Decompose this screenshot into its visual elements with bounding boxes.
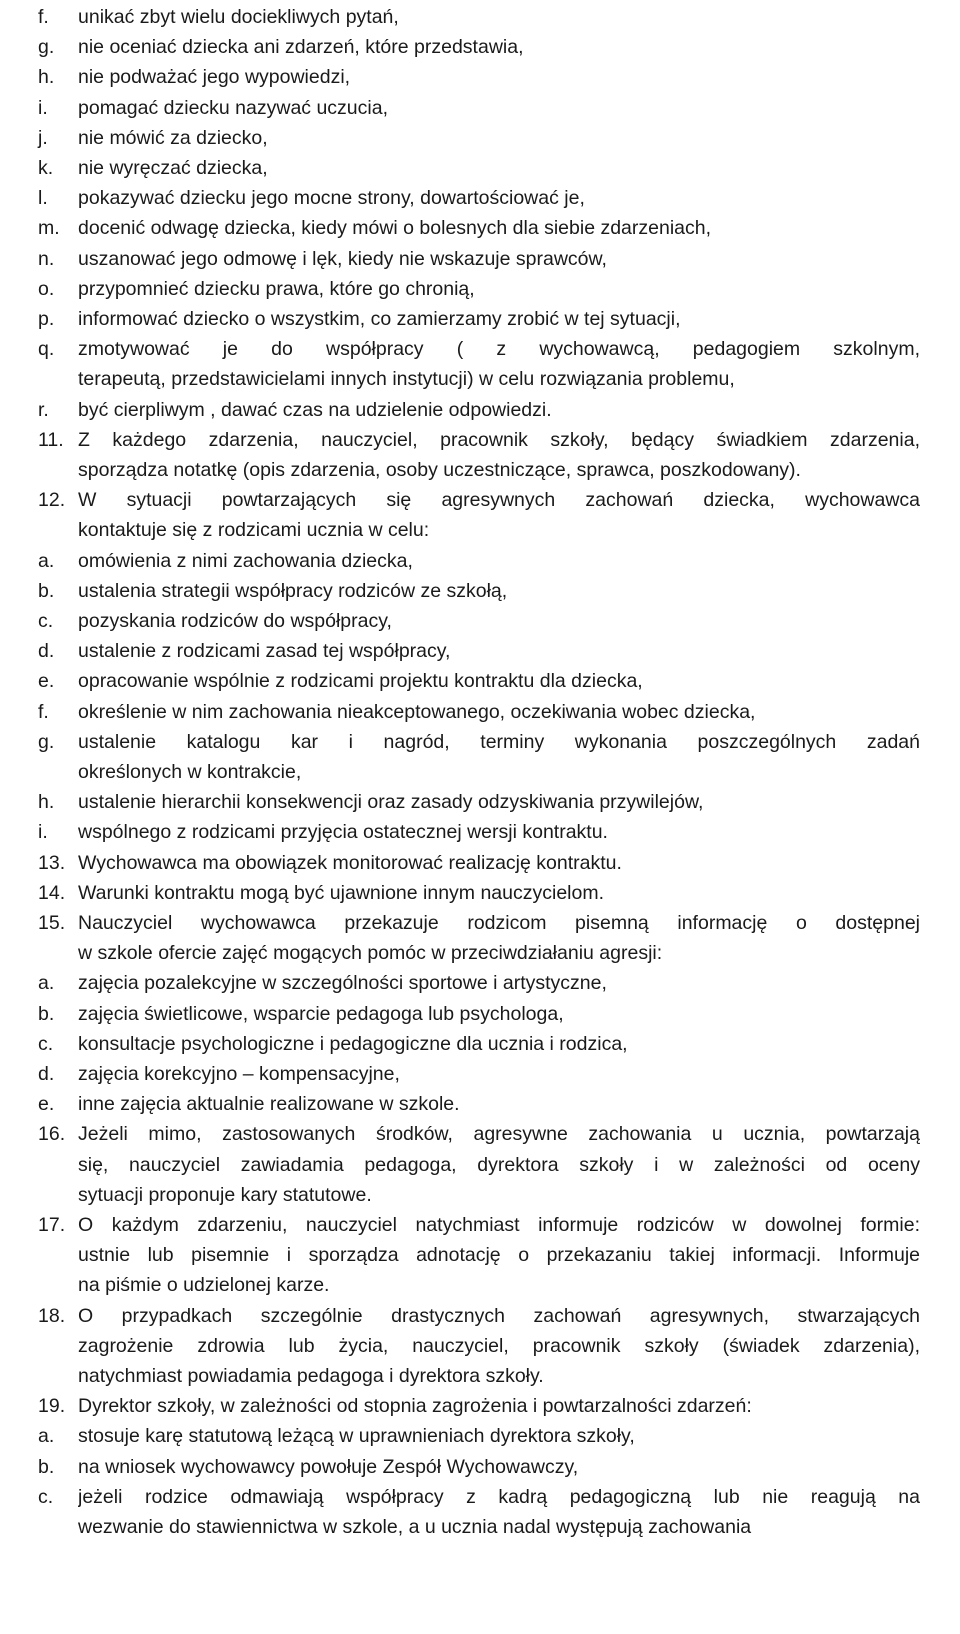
text-line: zajęcia korekcyjno – kompensacyjne, [78, 1063, 400, 1085]
subitem-letter: e. [38, 1093, 55, 1116]
text-line: kontaktuje się z rodzicami ucznia w celu: [78, 519, 430, 542]
text-line: Warunki kontraktu mogą być ujawnione innym nauczycielom. [78, 881, 605, 904]
text-line: pokazywać dziecku jego mocne strony, dowartościować je, [78, 187, 585, 210]
text-line: O przypadkach szczególnie drastycznych zachowań agresywnych, stwarzających [78, 1304, 920, 1327]
list-subitem [38, 2, 920, 32]
subitem-letter: c. [38, 1485, 54, 1508]
subitem-letter: h. [38, 791, 55, 814]
list-subitem [38, 62, 920, 92]
list-subitem [38, 817, 920, 847]
subitem-letter: a. [38, 549, 55, 572]
text-line: nie wyręczać dziecka, [78, 157, 268, 179]
text-line: nie oceniać dziecka ani zdarzeń, które przedstawia, [78, 36, 524, 59]
item-number: 16. [38, 1123, 66, 1146]
text-line: określonych w kontrakcie, [78, 760, 302, 783]
subitem-letter: d. [38, 640, 55, 663]
numbered-item [38, 878, 920, 908]
subitem-letter: l. [38, 187, 48, 210]
subitem-letter: m. [38, 217, 60, 240]
text-line: informować dziecko o wszystkim, co zamierzamy zrobić w tej sytuacji, [78, 308, 681, 330]
list-subitem [38, 395, 920, 425]
numbered-item [38, 1210, 920, 1301]
list-subitem [38, 123, 920, 153]
text-line: Wychowawca ma obowiązek monitorować realizację kontraktu. [78, 851, 622, 874]
text-line: ustalenia strategii współpracy rodziców ze szkołą, [78, 579, 508, 602]
list-subitem [38, 274, 920, 304]
list-subitem [38, 1452, 920, 1482]
subitem-letter: i. [38, 96, 48, 119]
numbered-item [38, 1301, 920, 1392]
list-subitem [38, 244, 920, 274]
subitem-letter: b. [38, 1002, 55, 1025]
subitem-letter: o. [38, 277, 55, 300]
text-line: O każdym zdarzeniu, nauczyciel natychmiast informuje rodziców w dowolnej formie: [78, 1214, 920, 1236]
text-line: na piśmie o udzielonej karze. [78, 1274, 330, 1297]
list-subitem [38, 213, 920, 243]
list-subitem [38, 304, 920, 334]
list-subitem [38, 697, 920, 727]
text-line: opracowanie wspólnie z rodzicami projektu kontraktu dla dziecka, [78, 670, 643, 693]
text-line: pomagać dziecku nazywać uczucia, [78, 96, 388, 119]
subitem-letter: q. [38, 338, 55, 361]
numbered-item [38, 1391, 920, 1421]
text-line: ustnie lub pisemnie i sporządza adnotację o przekazaniu takiej informacji. Informuje [78, 1244, 920, 1267]
text-line: konsultacje psychologiczne i pedagogiczne dla ucznia i rodzica, [78, 1032, 628, 1055]
list-subitem [38, 968, 920, 998]
list-subitem [38, 727, 920, 787]
subitem-letter: g. [38, 730, 55, 753]
subitem-letter: f. [38, 6, 49, 28]
text-line: sporządza notatkę (opis zdarzenia, osoby uczestniczące, sprawca, poszkodowany). [78, 458, 801, 481]
numbered-item [38, 1119, 920, 1210]
text-line: zajęcia pozalekcyjne w szczególności sportowe i artystyczne, [78, 972, 607, 995]
text-line: w szkole ofercie zajęć mogących pomóc w przeciwdziałaniu agresji: [78, 942, 663, 965]
subitem-letter: f. [38, 700, 49, 723]
text-line: nie podważać jego wypowiedzi, [78, 66, 351, 89]
text-line: Jeżeli mimo, zastosowanych środków, agresywne zachowania u ucznia, powtarzają [78, 1123, 920, 1146]
subitem-letter: b. [38, 1455, 55, 1478]
numbered-item [38, 908, 920, 968]
list-subitem [38, 183, 920, 213]
list-subitem [38, 1421, 920, 1451]
list-subitem [38, 606, 920, 636]
text-line: terapeutą, przedstawicielami innych instytucji) w celu rozwiązania problemu, [78, 368, 735, 391]
item-number: 15. [38, 912, 66, 934]
text-line: W sytuacji powtarzających się agresywnych zachowań dziecka, wychowawca [78, 489, 920, 512]
item-number: 17. [38, 1214, 66, 1236]
subitem-letter: e. [38, 670, 55, 693]
text-line: docenić odwagę dziecka, kiedy mówi o bolesnych dla siebie zdarzeniach, [78, 217, 712, 240]
text-line: Nauczyciel wychowawca przekazuje rodzicom pisemną informację o dostępnej [78, 912, 920, 934]
text-line: pozyskania rodziców do współpracy, [78, 610, 392, 632]
subitem-letter: n. [38, 247, 55, 270]
text-line: ustalenie hierarchii konsekwencji oraz zasady odzyskiwania przywilejów, [78, 791, 704, 814]
item-number: 14. [38, 881, 66, 904]
text-line: Z każdego zdarzenia, nauczyciel, pracownik szkoły, będący świadkiem zdarzenia, [78, 428, 920, 451]
list-subitem [38, 32, 920, 62]
subitem-letter: k. [38, 157, 54, 179]
list-subitem [38, 787, 920, 817]
text-line: zagrożenie zdrowia lub życia, nauczyciel, pracownik szkoły (świadek zdarzenia), [78, 1334, 920, 1357]
list-subitem [38, 1059, 920, 1089]
text-line: inne zajęcia aktualnie realizowane w szkole. [78, 1093, 460, 1116]
text-line: ustalenie katalogu kar i nagród, terminy wykonania poszczególnych zadań [78, 730, 920, 753]
item-number: 19. [38, 1395, 66, 1418]
list-subitem [38, 334, 920, 394]
item-number: 18. [38, 1304, 66, 1327]
item-number: 11. [38, 428, 64, 451]
subitem-letter: a. [38, 972, 55, 995]
list-subitem [38, 1029, 920, 1059]
subitem-letter: c. [38, 1032, 54, 1055]
text-line: Dyrektor szkoły, w zależności od stopnia zagrożenia i powtarzalności zdarzeń: [78, 1395, 752, 1418]
text-line: zajęcia świetlicowe, wsparcie pedagoga lub psychologa, [78, 1002, 564, 1025]
numbered-item [38, 425, 920, 485]
list-subitem [38, 636, 920, 666]
subitem-letter: r. [38, 398, 49, 421]
numbered-item [38, 848, 920, 878]
text-line: natychmiast powiadamia pedagoga i dyrektora szkoły. [78, 1364, 544, 1387]
list-subitem [38, 666, 920, 696]
subitem-letter: i. [38, 821, 48, 844]
subitem-letter: a. [38, 1425, 55, 1448]
text-line: sytuacji proponuje kary statutowe. [78, 1183, 372, 1206]
text-line: na wniosek wychowawcy powołuje Zespół Wychowawczy, [78, 1455, 579, 1478]
text-line: przypomnieć dziecku prawa, które go chronią, [78, 277, 475, 300]
text-line: wspólnego z rodzicami przyjęcia ostatecznej wersji kontraktu. [78, 821, 608, 844]
subitem-letter: b. [38, 579, 55, 602]
subitem-letter: d. [38, 1063, 55, 1085]
subitem-letter: g. [38, 36, 55, 59]
subitem-letter: c. [38, 610, 54, 632]
subitem-letter: j. [38, 126, 48, 149]
list-subitem [38, 1482, 920, 1542]
subitem-letter: p. [38, 308, 55, 330]
text-line: zmotywować je do współpracy ( z wychowawcą, pedagogiem szkolnym, [78, 338, 920, 361]
text-line: określenie w nim zachowania nieakceptowanego, oczekiwania wobec dziecka, [78, 700, 756, 723]
text-line: uszanować jego odmowę i lęk, kiedy nie wskazuje sprawców, [78, 247, 607, 270]
list-subitem [38, 1089, 920, 1119]
list-subitem [38, 999, 920, 1029]
list-subitem [38, 153, 920, 183]
text-line: ustalenie z rodzicami zasad tej współpracy, [78, 640, 451, 663]
numbered-item [38, 485, 920, 545]
text-line: nie mówić za dziecko, [78, 126, 268, 149]
text-line: się, nauczyciel zawiadamia pedagoga, dyrektora szkoły i w zależności od oceny [78, 1153, 920, 1176]
list-subitem [38, 546, 920, 576]
item-number: 13. [38, 851, 66, 874]
subitem-letter: h. [38, 66, 55, 89]
list-subitem [38, 576, 920, 606]
text-line: unikać zbyt wielu dociekliwych pytań, [78, 6, 399, 28]
text-line: być cierpliwym , dawać czas na udzielenie odpowiedzi. [78, 398, 552, 421]
text-line: stosuje karę statutową leżącą w uprawnieniach dyrektora szkoły, [78, 1425, 635, 1448]
text-line: omówienia z nimi zachowania dziecka, [78, 549, 413, 572]
item-number: 12. [38, 489, 66, 512]
text-line: wezwanie do stawiennictwa w szkole, a u ucznia nadal występują zachowania [78, 1515, 752, 1538]
text-line: jeżeli rodzice odmawiają współpracy z kadrą pedagogiczną lub nie reagują na [78, 1485, 920, 1508]
list-subitem [38, 93, 920, 123]
